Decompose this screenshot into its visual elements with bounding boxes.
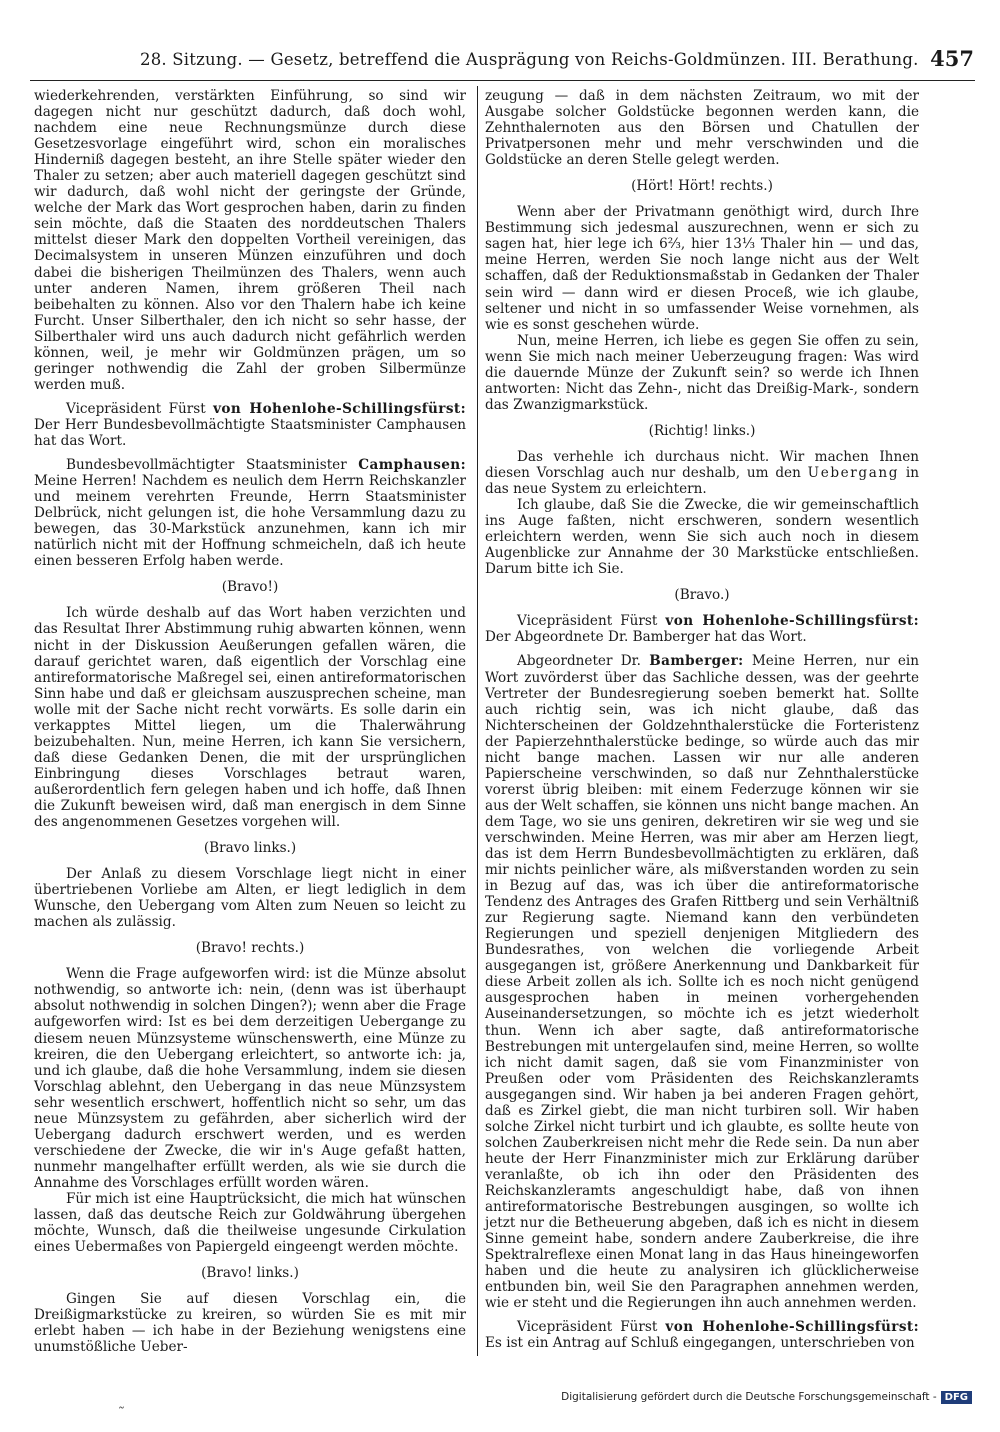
paragraph: Ich würde deshalb auf das Wort haben verzichten und das Resultat Ihrer Abstimmung ruhig abwarten können, wenn nicht in der Diskussion Aeußerungen gefallen wären, die darauf gerichtet waren, daß eigentlich der Vorschlag eine antireformatorische Maßregel sei, einen antireformatorischen Sinn habe und daß er gleichsam auszusprechen scheine, man wolle mit der Sache nicht recht vorwärts. Es solle darin ein verkapptes Mittel liegen, um die Thalerwährung beizubehalten. Nun, meine Herren, ich kann Sie versichern, daß diese Gedanken Denen, die mit der ursprünglichen Einbringung dieses Vorschlages betraut waren, außerordentlich fern gelegen haben und ich hoffe, daß Ihnen die Zukunft beweisen wird, daß man energisch in dem Sinne des angenommenen Gesetzes vorgehen will. xyxy=(34,605,466,831)
paragraph: Wenn die Frage aufgeworfen wird: ist die Münze absolut nothwendig, so antworte ich: nein, (denn was ist überhaupt absolut nothwendig in solchen Dingen?); wenn aber die Frage aufgeworfen wird: Ist es bei dem derzeitigen Uebergange zu diesem neuen Münzsysteme wünschenswerth, eine Münze zu kreiren, die den Uebergang erleichtert, so antworte ich: ja, und ich glaube, daß die hohe Versammlung, indem sie diesen Vorschlag ablehnt, den Uebergang in das neue Münzsystem sehr wesentlich erschwert, hoffentlich nicht so sehr, um das neue Münzsystem zu gefährden, aber sicherlich wird der Uebergang dadurch erschwert werden, und es werden verschiedene der Zwecke, die wir in's Auge gefaßt hatten, nunmehr mangelhafter erfüllt werden, als wie sie durch die Annahme des Vorschlages erfüllt worden wären. xyxy=(34,966,466,1191)
left-column xyxy=(34,88,466,1355)
speaker-role: Vicepräsident Fürst xyxy=(66,400,206,417)
speaker-name: Camphausen: xyxy=(358,457,466,474)
speech-text: Es ist ein Antrag auf Schluß eingegangen, unterschrieben von xyxy=(485,1335,915,1352)
speech-text: Meine Herren! Nachdem es neulich dem Herrn Reichskanzler und meinem verehrten Freunde, Herrn Staatsminister Delbrück, nicht gelungen ist, die hohe Versammlung dazu zu bewegen, das 30-Markstück anzunehmen, kann ich mir natürlich nicht mit der Hoffnung schmeicheln, daß ich heute einen besseren Erfolg haben werde. xyxy=(34,473,466,570)
paragraph: wiederkehrenden, verstärkten Einführung, so sind wir dagegen nicht nur geschützt dadurch, daß doch wohl, nachdem eine neue Rechnungsmünze durch diese Gesetzesvorlage eingeführt wird, schon ein moralisches Hinderniß dagegen besteht, an ihre Stelle später wieder den Thaler zu setzen; aber auch materiell dagegen geschützt sind wir dadurch, daß wohl nicht der geringste der Gründe, welche der Mark das Wort gesprochen haben, darin zu finden sein möchte, daß die Staaten des norddeutschen Thalers mittelst dieser Mark den doppelten Vortheil vereinigen, das Decimalsystem in unseren Münzen einzuführen und doch dabei die bisherigen Theilmünzen des Thalers, wenn auch unter anderen Namen, ihrem größeren Theil nach beibehalten zu können. Also vor den Thalern habe ich keine Furcht. Unser Silberthaler, den ich nicht so sehr hasse, der Silberthaler wird uns auch dadurch nicht gefährlich werden können, weil, je mehr wir Goldmünzen prägen, um so geringer nothwendig die Zahl der groben Silbermünze werden muß. xyxy=(34,88,466,393)
digitization-credit xyxy=(561,1391,972,1404)
speaker-paragraph xyxy=(485,1319,919,1351)
speaker-paragraph xyxy=(485,613,919,645)
speaker-name: von Hohenlohe-Schillingsfürst: xyxy=(665,613,919,630)
speaker-paragraph xyxy=(34,457,466,569)
reaction: (Bravo links.) xyxy=(203,840,297,857)
paragraph xyxy=(485,449,919,497)
reaction: (Hört! Hört! rechts.) xyxy=(631,178,773,195)
paragraph-text: in das neue System zu erleichtern. xyxy=(485,464,919,498)
speaker-paragraph xyxy=(485,653,919,1311)
header-rule xyxy=(30,80,975,81)
speech-text: Der Abgeordnete Dr. Bamberger hat das Wort. xyxy=(485,629,807,646)
speaker-role: Bundesbevollmächtigter Staatsminister xyxy=(66,457,347,474)
dfg-logo: DFG xyxy=(941,1391,972,1404)
page-header xyxy=(30,44,988,78)
column-divider xyxy=(477,86,478,1356)
reaction: (Bravo! rechts.) xyxy=(195,940,305,957)
speech-text: Meine Herren, nur ein Wort zuvörderst über das Sachliche dessen, was der geehrte Vertreter der Bundesregierung soeben bemerkt hat. Sollte auch richtig sein, was ich nicht glaube, daß das Nichterscheinen der Goldzehnthalerstücke die Forteristenz der Papierzehnthalerstücke bedinge, so würde auch das mir nicht bange machen. Lassen wir nur alle anderen Papierscheine verschwinden, so daß nur Zehnthalerstücke vorerst übrig bleiben: mit einem Federzuge können wir sie aus der Welt schaffen, sie können uns nicht bange machen. An dem Tage, wo sie uns geniren, dekretiren wir sie weg und sie verschwinden. Meine Herren, was mir aber am Herzen liegt, das ist dem Herrn Bundesbevollmächtigten zu erklären, daß mir nichts peinlicher wäre, als mißverstanden worden zu sein in Bezug auf das, was ich über die antireformatorische Tendenz des Antrages des Grafen Rittberg und sein Verhältniß zur Regierung sagte. Niemand kann den verbündeten Regierungen und speziell denjenigen Mitgliedern des Bundesrathes, von welchen die vorliegende Arbeit ausgegangen ist, größere Anerkennung und Dankbarkeit für diese Arbeit zollen als ich. Sollte ich es noch nicht genügend ausgesprochen haben in meinen vorhergehenden Auseinandersetzungen, so möchte ich es jetzt wiederholt thun. Wenn ich aber sagte, daß antireformatorische Bestrebungen mit untergelaufen sind, meine Herren, so wollte ich nicht damit sagen, daß sie vom Finanzminister von Preußen oder vom Präsidenten des Reichskanzleramts ausgegangen sind. Wir haben ja bei anderen Fragen gehört, daß es Zirkel giebt, die man nicht turbiren soll. Wir haben solche Zirkel nicht turbirt und ich glaubte, es sollte heute von solchen Zauberkreisen nicht mehr die Rede sein. Da nun aber heute der Herr Finanzminister mich zur Erklärung darüber veranlaßte, ob ich ihn oder den Präsidenten des Reichskanzleramts angeschuldigt habe, daß von ihnen antireformatorische Bestrebungen ausgingen, so wollte ich jetzt nur die Betheuerung abgeben, daß ich es nicht in diesem Sinne gemeint habe, sondern andere Zauberkreise, die ihre Spektralreflexe einen Monat lang in das Haus hineingeworfen haben und die heute zu analysiren ich glücklicherweise entbunden bin, weil Sie den Paragraphen annehmen werden, wie er steht und die Regierungen ihn auch annehmen werden. xyxy=(485,653,919,1312)
header-title: 28. Sitzung. — Gesetz, betreffend die Ausprägung von Reichs-Goldmünzen. III. Berathung. xyxy=(140,50,919,69)
speaker-name: Bamberger: xyxy=(649,653,744,670)
speaker-name: von Hohenlohe-Schillingsfürst: xyxy=(665,1319,919,1336)
page-number: 457 xyxy=(930,46,974,71)
paragraph: Für mich ist eine Hauptrücksicht, die mich hat wünschen lassen, daß das deutsche Reich zur Goldwährung übergehen möchte, Wunsch, daß die theilweise ungesunde Cirkulation eines Uebermaßes von Papiergeld eingeengt werden möchte. xyxy=(34,1191,466,1256)
right-column xyxy=(485,88,919,1351)
reaction: (Bravo!) xyxy=(221,579,279,596)
speaker-role: Abgeordneter Dr. xyxy=(517,653,641,670)
speech-text: Der Herr Bundesbevollmächtigte Staatsminister Camphausen hat das Wort. xyxy=(34,416,466,449)
paragraph-text: Das verhehle ich durchaus nicht. Wir machen Ihnen diesen Vorschlag auch nur deshalb, um den xyxy=(485,448,919,481)
paragraph: Wenn aber der Privatmann genöthigt wird, durch Ihre Bestimmung sich jedesmal auszurechnen, wenn er sich zu sagen hat, hier lege ich 6⅔, hier 13⅓ Thaler hin — und das, meine Herren, werden Sie noch lange nicht aus der Welt schaffen, daß der Reduktionsmaßstab in Gedanken der Thaler sein wird — dann wird er diesen Proceß, wie ich glaube, seltener und nicht in so umfassender Weise vornehmen, als wie es sonst geschehen würde. xyxy=(485,204,919,333)
scan-mark: ˷ xyxy=(118,1394,125,1410)
paragraph: zeugung — daß in dem nächsten Zeitraum, wo mit der Ausgabe solcher Goldstücke begonnen werden kann, die Zehnthalernoten aus den Börsen und Chatullen der Privatpersonen mehr und mehr verschwinden und die Goldstücke an deren Stelle gelegt werden. xyxy=(485,88,919,169)
credit-text: Digitalisierung gefördert durch die Deutsche Forschungsgemeinschaft - xyxy=(561,1391,937,1403)
reaction: (Bravo.) xyxy=(674,587,730,604)
paragraph: Der Anlaß zu diesem Vorschlage liegt nicht in einer übertriebenen Vorliebe am Alten, er liegt lediglich in dem Wunsche, den Uebergang vom Alten zum Neuen so leicht zu machen als zulässig. xyxy=(34,866,466,931)
paragraph: Ich glaube, daß Sie die Zwecke, die wir gemeinschaftlich ins Auge faßten, nicht erschweren, sondern wesentlich erleichtern werden, wenn Sie sich auch noch in diesem Augenblicke zur Annahme der 30 Markstücke entschließen. Darum bitte ich Sie. xyxy=(485,497,919,578)
paragraph: Nun, meine Herren, ich liebe es gegen Sie offen zu sein, wenn Sie mich nach meiner Ueberzeugung fragen: Was wird die dauernde Münze der Zukunft sein? so werde ich Ihnen antworten: Nicht das Zehn-, nicht das Dreißig-Mark-, sondern das Zwanzigmarkstück. xyxy=(485,332,919,413)
emphasized-word: Uebergang xyxy=(807,464,900,481)
speaker-role: Vicepräsident Fürst xyxy=(517,613,658,630)
paragraph: Gingen Sie auf diesen Vorschlag ein, die Dreißigmarkstücke zu kreiren, so würden Sie es mit mir erlebt haben — ich habe in der Beziehung wenigstens eine unumstößliche Ueber- xyxy=(34,1291,466,1356)
reaction: (Richtig! links.) xyxy=(648,422,756,439)
speaker-role: Vicepräsident Fürst xyxy=(517,1319,658,1336)
speaker-name: von Hohenlohe-Schillingsfürst: xyxy=(213,400,466,417)
reaction: (Bravo! links.) xyxy=(201,1265,299,1282)
speaker-paragraph xyxy=(34,401,466,449)
